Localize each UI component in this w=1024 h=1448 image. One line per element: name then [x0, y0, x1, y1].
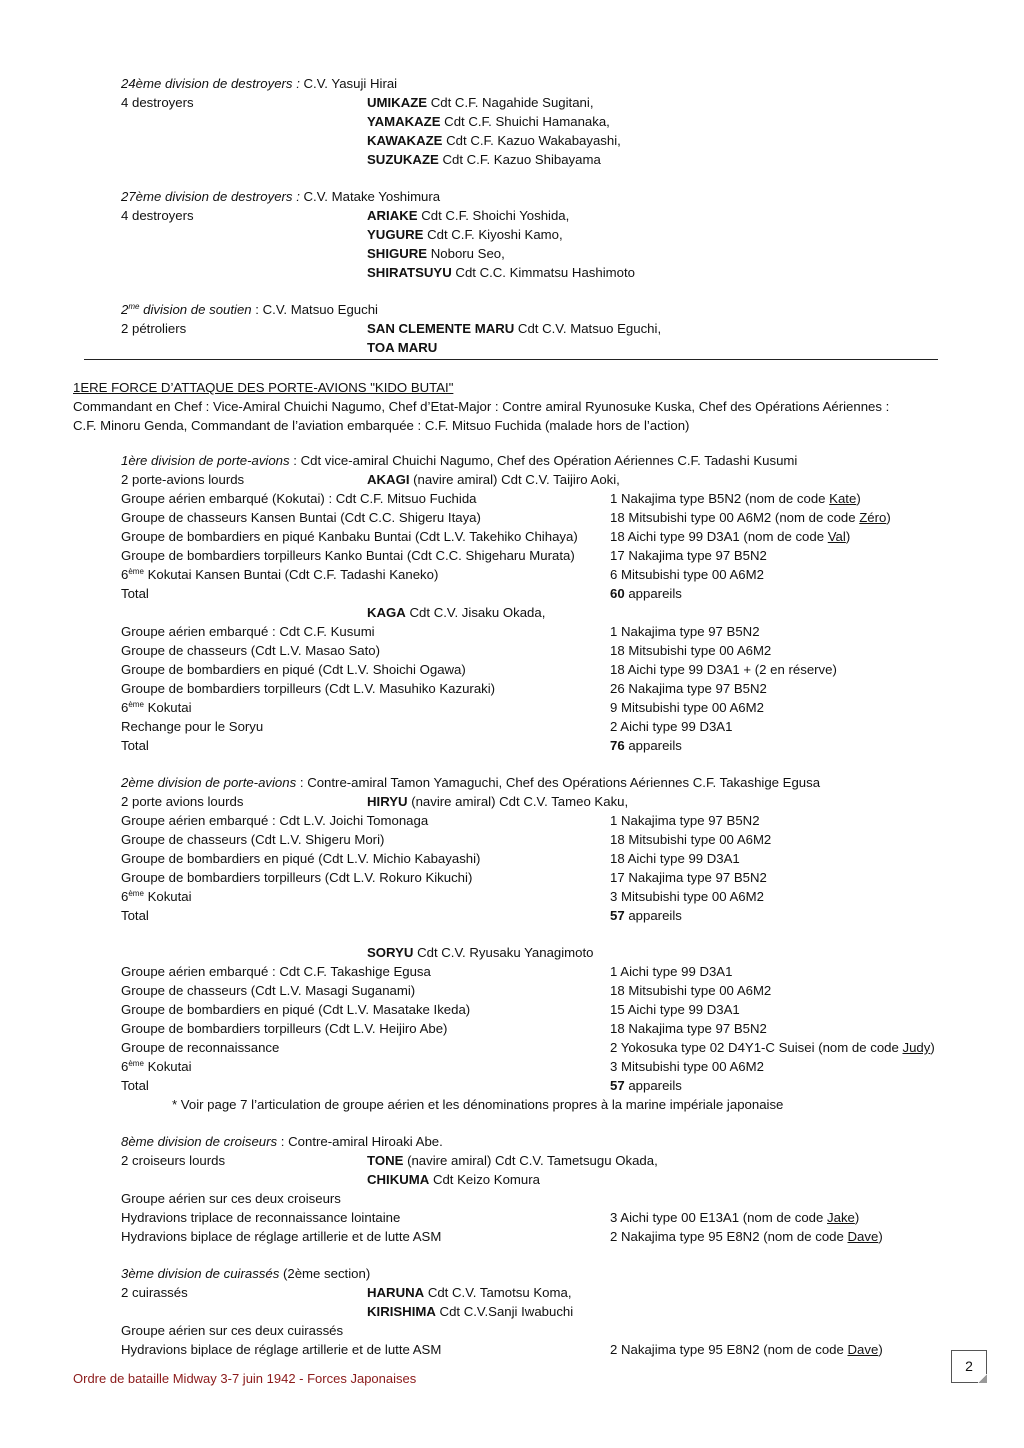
cv2-title: 2ème division de porte-avions	[121, 775, 297, 790]
cv1-title: 1ère division de porte-avions	[121, 453, 290, 468]
code-name: Kate	[829, 491, 857, 506]
aircraft: 1 Aichi type 99 D3A1	[610, 964, 733, 979]
group-label: Groupe aérien sur ces deux cuirassés	[121, 1323, 344, 1338]
paren: )	[886, 510, 891, 525]
soutien-count: 2 pétroliers	[121, 321, 187, 336]
ship-commander: Cdt C.F. Shuichi Hamanaka,	[440, 114, 610, 129]
cv1-count: 2 porte-avions lourds	[121, 472, 245, 487]
group-label: Groupe de bombardiers en piqué (Cdt L.V. Shoichi Ogawa)	[121, 662, 466, 677]
aircraft: 15 Aichi type 99 D3A1	[610, 1002, 740, 1017]
ship-name: SORYU	[367, 945, 414, 960]
group-label: Groupe de chasseurs (Cdt L.V. Masagi Suganami)	[121, 983, 416, 998]
kido-command-1: Commandant en Chef : Vice-Amiral Chuichi Nagumo, Chef d’Etat-Major : Contre amiral Ryunosuke Kuska, Chef des Opérations Aériennes :	[73, 399, 890, 414]
group-label: Hydravions biplace de réglage artillerie et de lutte ASM	[121, 1342, 442, 1357]
group-label: Kokutai	[143, 1059, 192, 1074]
cr8-title: 8ème division de croiseurs	[121, 1134, 278, 1149]
kokutai-num: 6	[121, 700, 129, 715]
soutien-num: 2	[121, 302, 129, 317]
d24-count: 4 destroyers	[121, 95, 194, 110]
paren: )	[854, 1210, 860, 1225]
aircraft: 2 Yokosuka type 02 D4Y1-C Suisei (nom de code	[610, 1040, 903, 1055]
kido-heading: 1ERE FORCE D’ATTAQUE DES PORTE-AVIONS "KIDO BUTAI"	[73, 380, 454, 395]
group-label: Groupe de bombardiers en piqué (Cdt L.V. Michio Kabayashi)	[121, 851, 481, 866]
aircraft: 18 Aichi type 99 D3A1 + (2 en réserve)	[610, 662, 837, 677]
d27-title: 27ème division de destroyers :	[121, 189, 300, 204]
ship-commander: Cdt C.C. Kimmatsu Hashimoto	[451, 265, 635, 280]
aircraft: 3 Aichi type 00 E13A1 (nom de code	[610, 1210, 828, 1225]
code-name: Val	[827, 529, 846, 544]
kokutai-num: 6	[121, 889, 129, 904]
ship-name: KAGA	[367, 605, 406, 620]
kokutai-sup: ème	[128, 567, 144, 576]
aircraft: 18 Aichi type 99 D3A1	[610, 851, 740, 866]
ship-commander: Cdt C.F. Shoichi Yoshida,	[417, 208, 570, 223]
group-label: Groupe aérien embarqué : Cdt C.F. Takashige Egusa	[121, 964, 431, 979]
total-count: 57	[610, 908, 625, 923]
d27-count: 4 destroyers	[121, 208, 194, 223]
kokutai-sup: ème	[128, 889, 144, 898]
bb3-commander: (2ème section)	[279, 1266, 371, 1281]
aircraft: 18 Mitsubishi type 00 A6M2	[610, 643, 772, 658]
ship-commander: (navire amiral) Cdt C.V. Taijiro Aoki,	[409, 472, 620, 487]
group-label: Groupe de bombardiers torpilleurs (Cdt L.V. Masuhiko Kazuraki)	[121, 681, 496, 696]
cv1-commander: : Cdt vice-amiral Chuichi Nagumo, Chef des Opération Aériennes C.F. Tadashi Kusumi	[289, 453, 798, 468]
aircraft: 26 Nakajima type 97 B5N2	[610, 681, 767, 696]
aircraft: 17 Nakajima type 97 B5N2	[610, 548, 767, 563]
group-label: Groupe de chasseurs (Cdt L.V. Shigeru Mori)	[121, 832, 385, 847]
aircraft: 3 Mitsubishi type 00 A6M2	[610, 889, 764, 904]
total-count: 57	[610, 1078, 625, 1093]
paren: )	[878, 1229, 883, 1244]
aircraft: 18 Mitsubishi type 00 A6M2	[610, 983, 772, 998]
group-label: Groupe aérien embarqué : Cdt C.F. Kusumi	[121, 624, 375, 639]
aircraft: 2 Nakajima type 95 E8N2 (nom de code	[610, 1342, 848, 1357]
page-curl-icon	[978, 1374, 987, 1383]
ship-name: ARIAKE	[367, 208, 418, 223]
total-label: Total	[121, 1078, 149, 1093]
group-label: Groupe aérien embarqué : Cdt L.V. Joichi Tomonaga	[121, 813, 429, 828]
cv2-commander: : Contre-amiral Tamon Yamaguchi, Chef des Opérations Aériennes C.F. Takashige Egusa	[296, 775, 821, 790]
group-label: Groupe de chasseurs (Cdt L.V. Masao Sato)	[121, 643, 381, 658]
ship-commander: (navire amiral) Cdt C.V. Tameo Kaku,	[407, 794, 629, 809]
ship-name: UMIKAZE	[367, 95, 428, 110]
code-name: Judy	[902, 1040, 931, 1055]
ship-commander: Cdt C.F. Kiyoshi Kamo,	[423, 227, 563, 242]
group-label: Groupe de reconnaissance	[121, 1040, 280, 1055]
group-label: Groupe aérien sur ces deux croiseurs	[121, 1191, 341, 1206]
aircraft: 17 Nakajima type 97 B5N2	[610, 870, 767, 885]
bb3-title: 3ème division de cuirassés	[121, 1266, 280, 1281]
ship-name: SHIRATSUYU	[367, 265, 452, 280]
total-unit: appareils	[624, 738, 682, 753]
aircraft: 18 Mitsubishi type 00 A6M2 (nom de code	[610, 510, 860, 525]
aircraft: 18 Mitsubishi type 00 A6M2	[610, 832, 772, 847]
group-label: Kokutai	[143, 889, 192, 904]
code-name: Zéro	[859, 510, 887, 525]
group-label: Groupe de bombardiers en piqué Kanbaku Buntai (Cdt L.V. Takehiko Chihaya)	[121, 529, 578, 544]
ship-commander: Noboru Seo,	[427, 246, 505, 261]
cv2-count: 2 porte avions lourds	[121, 794, 244, 809]
ship-commander: Cdt C.V. Tamotsu Koma,	[424, 1285, 572, 1300]
group-label: Hydravions triplace de reconnaissance lointaine	[121, 1210, 401, 1225]
page-footer: Ordre de bataille Midway 3-7 juin 1942 - Forces Japonaises	[73, 1371, 417, 1386]
group-label: Groupe aérien embarqué (Kokutai) : Cdt C.F. Mitsuo Fuchida	[121, 491, 477, 506]
ship-name: CHIKUMA	[367, 1172, 430, 1187]
group-label: Groupe de bombardiers torpilleurs (Cdt L.V. Rokuro Kikuchi)	[121, 870, 473, 885]
kokutai-sup: ème	[128, 1059, 144, 1068]
paren: )	[878, 1342, 883, 1357]
group-label: Groupe de chasseurs Kansen Buntai (Cdt C.C. Shigeru Itaya)	[121, 510, 481, 525]
ship-commander: (navire amiral) Cdt C.V. Tametsugu Okada,	[403, 1153, 658, 1168]
ship-commander: Cdt C.V.Sanji Iwabuchi	[435, 1304, 574, 1319]
paren: )	[845, 529, 851, 544]
ship-commander: Cdt C.F. Nagahide Sugitani,	[427, 95, 594, 110]
ship-commander: Cdt C.V. Matsuo Eguchi,	[514, 321, 662, 336]
aircraft: 2 Nakajima type 95 E8N2 (nom de code	[610, 1229, 848, 1244]
ship-name: YUGURE	[367, 227, 424, 242]
page-number: 2	[965, 1358, 973, 1374]
total-count: 76	[610, 738, 625, 753]
group-label: Groupe de bombardiers torpilleurs Kanko Buntai (Cdt C.C. Shigeharu Murata)	[121, 548, 575, 563]
group-label: Kokutai	[143, 700, 192, 715]
code-name: Dave	[847, 1342, 879, 1357]
cr8-commander: : Contre-amiral Hiroaki Abe.	[277, 1134, 443, 1149]
aircraft: 1 Nakajima type 97 B5N2	[610, 624, 760, 639]
paren: )	[856, 491, 861, 506]
ship-name: KIRISHIMA	[367, 1304, 436, 1319]
kokutai-sup: ème	[128, 700, 144, 709]
ship-name: HIRYU	[367, 794, 408, 809]
kokutai-num: 6	[121, 1059, 129, 1074]
bb3-count: 2 cuirassés	[121, 1285, 188, 1300]
code-name: Jake	[827, 1210, 855, 1225]
aircraft: 9 Mitsubishi type 00 A6M2	[610, 700, 764, 715]
d24-title: 24ème division de destroyers :	[121, 76, 300, 91]
soutien-commander: : C.V. Matsuo Eguchi	[251, 302, 378, 317]
aircraft: 1 Nakajima type B5N2 (nom de code	[610, 491, 830, 506]
total-label: Total	[121, 908, 149, 923]
ship-commander: Cdt C.V. Ryusaku Yanagimoto	[413, 945, 594, 960]
code-name: Dave	[847, 1229, 879, 1244]
ship-commander: Cdt C.V. Jisaku Okada,	[405, 605, 546, 620]
group-label: Rechange pour le Soryu	[121, 719, 264, 734]
section-divider	[84, 359, 938, 360]
total-label: Total	[121, 738, 149, 753]
ship-commander: Cdt C.F. Kazuo Wakabayashi,	[442, 133, 621, 148]
aircraft: 2 Aichi type 99 D3A1	[610, 719, 733, 734]
group-label: Groupe de bombardiers torpilleurs (Cdt L.V. Heijiro Abe)	[121, 1021, 448, 1036]
kokutai-num: 6	[121, 567, 129, 582]
aircraft: 18 Aichi type 99 D3A1 (nom de code	[610, 529, 828, 544]
cr8-count: 2 croiseurs lourds	[121, 1153, 226, 1168]
ship-name: KAWAKAZE	[367, 133, 443, 148]
ship-name: SUZUKAZE	[367, 152, 439, 167]
ship-name: HARUNA	[367, 1285, 425, 1300]
ship-name: TONE	[367, 1153, 404, 1168]
paren: )	[930, 1040, 935, 1055]
d27-commander: C.V. Matake Yoshimura	[299, 189, 441, 204]
total-count: 60	[610, 586, 625, 601]
kido-command-2: C.F. Minoru Genda, Commandant de l’aviation embarquée : C.F. Mitsuo Fuchida (malade hors de l’action)	[73, 418, 690, 433]
ship-name: SAN CLEMENTE MARU	[367, 321, 515, 336]
group-label: Groupe de bombardiers en piqué (Cdt L.V. Masatake Ikeda)	[121, 1002, 471, 1017]
aircraft: 6 Mitsubishi type 00 A6M2	[610, 567, 764, 582]
total-unit: appareils	[624, 1078, 682, 1093]
soutien-title: division de soutien	[139, 302, 252, 317]
ship-commander: Cdt Keizo Komura	[429, 1172, 540, 1187]
ship-name: TOA MARU	[367, 340, 438, 355]
total-unit: appareils	[624, 908, 682, 923]
page-number-box	[951, 1350, 987, 1383]
aircraft: 1 Nakajima type 97 B5N2	[610, 813, 760, 828]
ship-name: AKAGI	[367, 472, 410, 487]
ship-commander: Cdt C.F. Kazuo Shibayama	[438, 152, 601, 167]
soutien-sup: me	[128, 302, 140, 311]
aircraft: 3 Mitsubishi type 00 A6M2	[610, 1059, 764, 1074]
total-label: Total	[121, 586, 149, 601]
aircraft: 18 Nakajima type 97 B5N2	[610, 1021, 767, 1036]
d24-commander: C.V. Yasuji Hirai	[299, 76, 398, 91]
total-unit: appareils	[624, 586, 682, 601]
ship-name: SHIGURE	[367, 246, 428, 261]
group-label: Kokutai Kansen Buntai (Cdt C.F. Tadashi Kaneko)	[143, 567, 439, 582]
ship-name: YAMAKAZE	[367, 114, 441, 129]
footnote: * Voir page 7 l’articulation de groupe aérien et les dénominations propres à la marine impériale japonaise	[172, 1097, 784, 1112]
group-label: Hydravions biplace de réglage artillerie et de lutte ASM	[121, 1229, 442, 1244]
